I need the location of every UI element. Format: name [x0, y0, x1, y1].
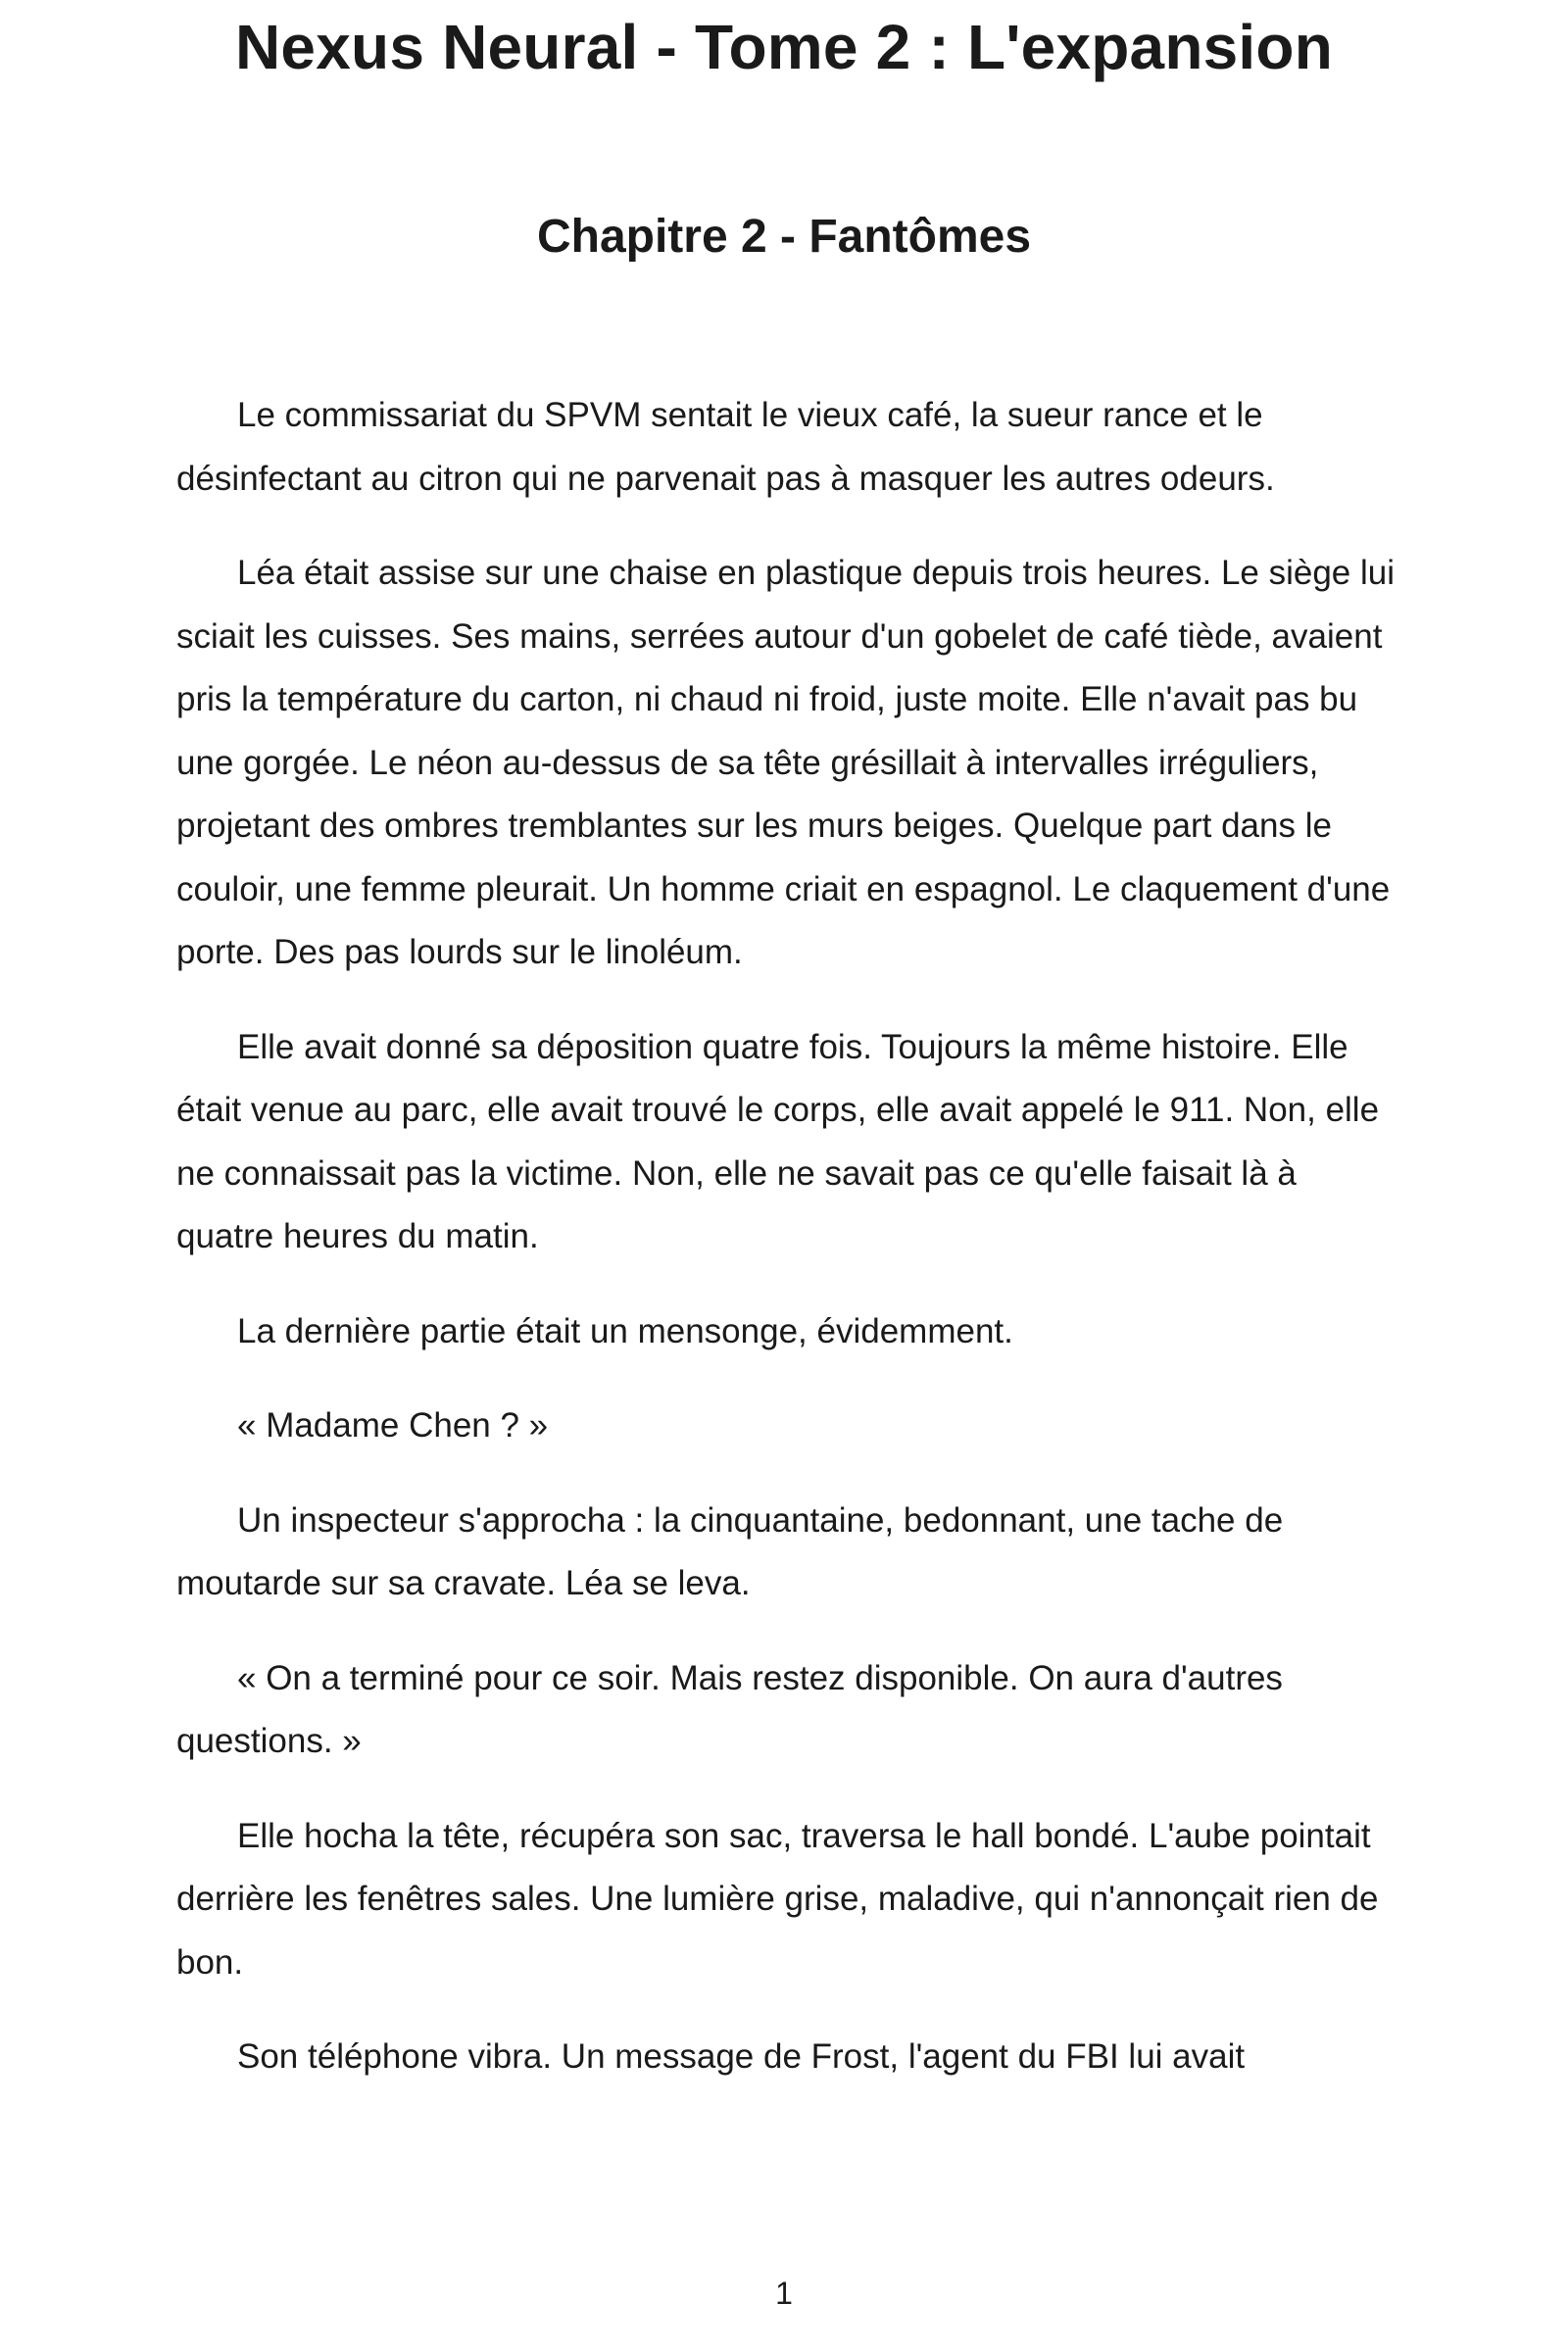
- paragraph: Le commissariat du SPVM sentait le vieux café, la sueur rance et le désinfectant au citron qui ne parvenait pas à masquer les autres odeurs.: [176, 396, 1275, 498]
- paragraph: « Madame Chen ? »: [237, 1406, 549, 1445]
- paragraph: Son téléphone vibra. Un message de Frost, l'agent du FBI lui avait: [237, 2037, 1246, 2076]
- book-title: Nexus Neural - Tome 2 : L'expansion: [235, 12, 1333, 82]
- paragraph: « On a terminé pour ce soir. Mais restez disponible. On aura d'autres questions. »: [176, 1658, 1283, 1760]
- paragraph: Un inspecteur s'approcha : la cinquantaine, bedonnant, une tache de moutarde sur sa cravate. Léa se leva.: [176, 1500, 1284, 1602]
- page-number: 1: [775, 2276, 793, 2311]
- chapter-body: [176, 384, 1401, 2121]
- paragraph: Léa était assise sur une chaise en plastique depuis trois heures. Le siège lui sciait les cuisses. Ses mains, serrées autour d'un gobelet de café tiède, avaient pris la température du carton, ni chaud ni froid, juste moite. Elle n'avait pas bu une gorgée. Le néon au-dessus de sa tête grésillait à intervalles irréguliers, projetant des ombres tremblantes sur les murs beiges. Quelque part dans le couloir, une femme pleurait. Un homme criait en espagnol. Le claquement d'une porte. Des pas lourds sur le linoléum.: [176, 554, 1396, 971]
- paragraph: Elle hocha la tête, récupéra son sac, traversa le hall bondé. L'aube pointait derrière les fenêtres sales. Une lumière grise, maladive, qui n'annonçait rien de bon.: [176, 1816, 1379, 1982]
- paragraph: La dernière partie était un mensonge, évidemment.: [237, 1311, 1013, 1350]
- paragraph: Elle avait donné sa déposition quatre fois. Toujours la même histoire. Elle était venue au parc, elle avait trouvé le corps, elle avait appelé le 911. Non, elle ne connaissait pas la victime. Non, elle ne savait pas ce qu'elle faisait là à quatre heures du matin.: [176, 1027, 1380, 1255]
- chapter-title: Chapitre 2 - Fantômes: [536, 211, 1032, 263]
